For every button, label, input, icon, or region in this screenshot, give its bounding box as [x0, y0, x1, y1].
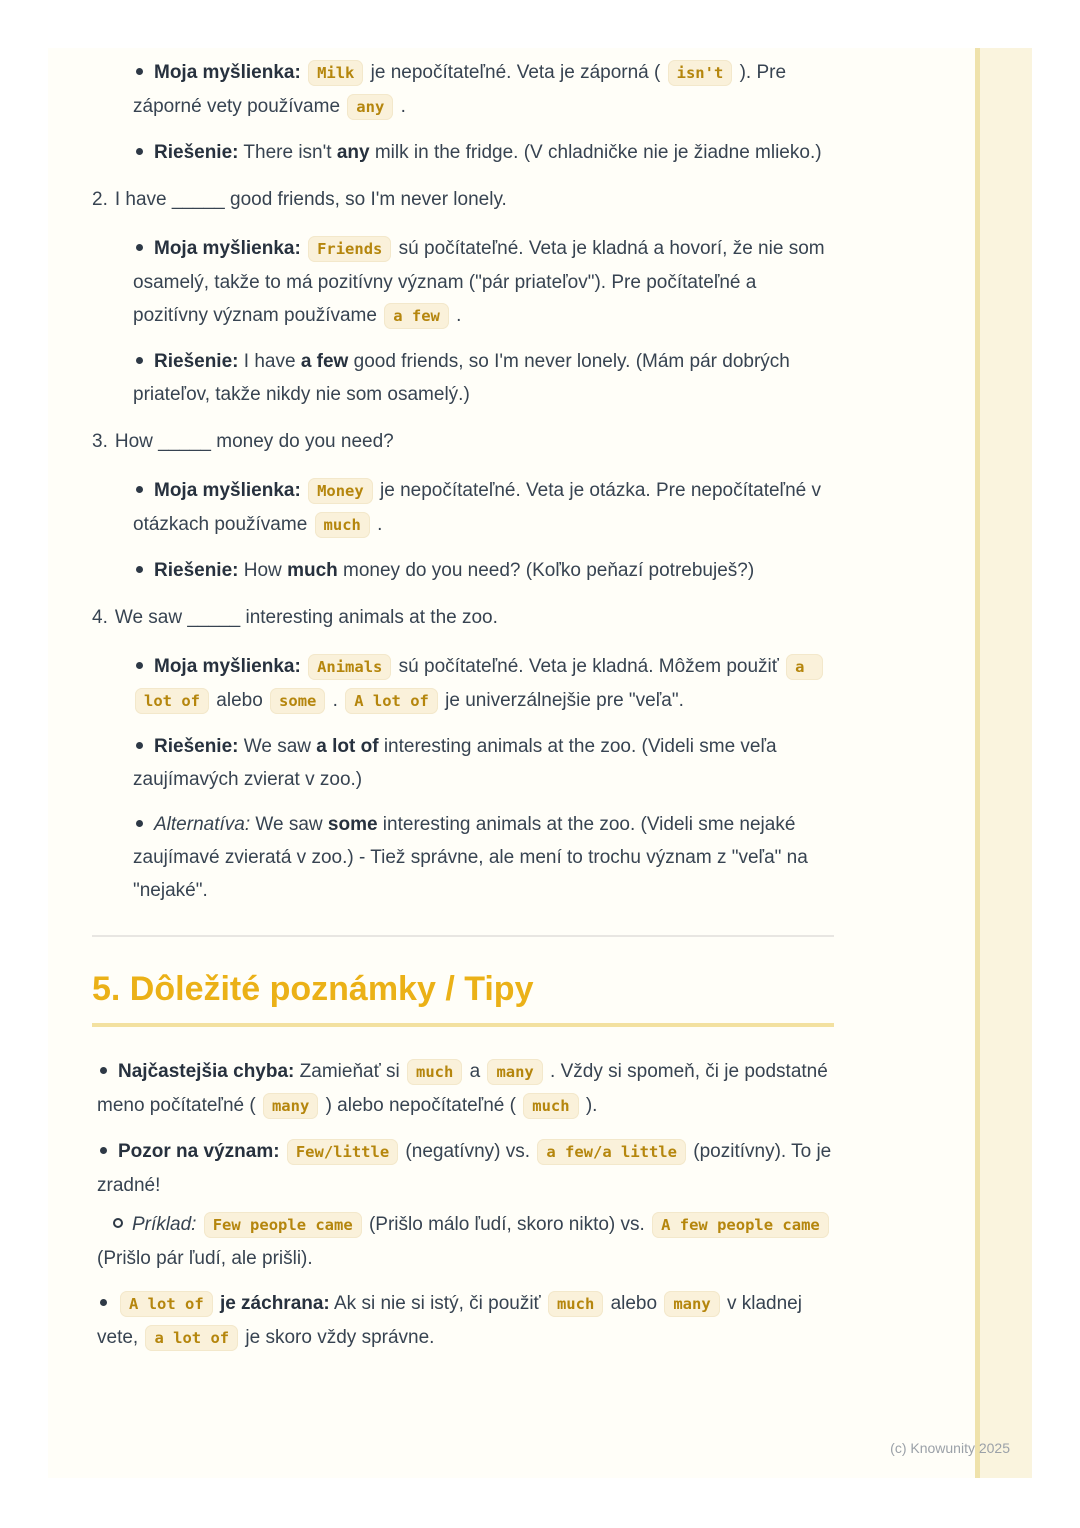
text-segment: good friends, so I'm never lonely. (Mám pár dobrých priateľov, takže nikdy nie som osamelý.) [133, 351, 790, 405]
section-divider [92, 935, 834, 937]
bold-segment: Riešenie: [154, 351, 239, 372]
text-segment: je skoro vždy správne. [240, 1327, 435, 1348]
bold-segment: Riešenie: [154, 560, 239, 581]
exercise-bullet-list [92, 232, 834, 411]
bullet-dot-icon [136, 68, 143, 75]
bullet-item [133, 232, 834, 333]
question-number: 4. [92, 607, 108, 628]
bullet-item [97, 1135, 834, 1202]
code-chip: Milk [308, 60, 363, 86]
text-segment: (Prišlo pár ľudí, ale prišli). [97, 1248, 313, 1269]
bullet-dot-icon [136, 566, 143, 573]
text-segment: We saw [250, 814, 328, 835]
bullet-dot-icon [136, 148, 143, 155]
text-segment: sú počítateľné. Veta je kladná. Môžem použiť [393, 656, 785, 677]
code-chip: a few/a little [537, 1139, 686, 1165]
question-number: 2. [92, 189, 108, 210]
bullet-item [133, 554, 834, 587]
code-chip: Friends [308, 236, 391, 262]
italic-segment: Príklad: [132, 1214, 197, 1235]
text-segment: je nepočítateľné. Veta je záporná ( [365, 62, 666, 83]
text-segment: I have [238, 351, 301, 372]
bullet-dot-icon [136, 244, 143, 251]
bullet-item [97, 1287, 834, 1355]
bullet-item [133, 136, 834, 169]
italic-segment: Alternatíva: [154, 814, 251, 835]
code-chip: much [548, 1291, 603, 1317]
question-text: We saw _____ interesting animals at the zoo. [114, 607, 498, 628]
exercise-item [92, 183, 834, 411]
text-segment: (Prišlo málo ľudí, skoro nikto) vs. [363, 1214, 651, 1235]
text-segment: ). Pre záporné vety používame [133, 62, 787, 117]
bullet-circle-icon [113, 1218, 123, 1228]
question-text: I have _____ good friends, so I'm never lonely. [114, 189, 507, 210]
bold-segment: a lot of [316, 736, 379, 757]
text-segment: je nepočítateľné. Veta je otázka. Pre nepočítateľné v otázkach používame [133, 480, 822, 535]
bold-segment: je záchrana: [219, 1293, 330, 1314]
text-segment: We saw [238, 736, 317, 757]
bold-segment: Moja myšlienka: [154, 62, 301, 83]
text-segment [301, 480, 306, 501]
code-chip: A lot of [120, 1291, 213, 1317]
bold-segment: Najčastejšia chyba: [118, 1061, 295, 1082]
code-chip: many [487, 1059, 542, 1085]
bold-segment: some [327, 814, 378, 835]
bullet-item [97, 1208, 834, 1275]
text-segment [196, 1214, 201, 1235]
text-segment: milk in the fridge. (V chladničke nie je žiadne mlieko.) [369, 142, 822, 163]
bold-segment: much [287, 560, 338, 581]
bullet-item [97, 1055, 834, 1123]
text-segment: alebo [605, 1293, 663, 1314]
exercise-list [92, 183, 834, 907]
bold-segment: Moja myšlienka: [154, 656, 301, 677]
bullet-item [133, 808, 834, 907]
text-segment [301, 656, 306, 677]
bold-segment: a few [300, 351, 349, 372]
section-heading: 5. Dôležité poznámky / Tipy [92, 970, 534, 1008]
code-chip: much [315, 512, 370, 538]
code-chip: Animals [308, 654, 391, 680]
bold-segment: Moja myšlienka: [154, 480, 301, 501]
bullet-item [133, 56, 834, 124]
code-chip: a lot of [135, 654, 823, 714]
text-segment: How [238, 560, 288, 581]
code-chip: isn't [668, 60, 733, 86]
code-chip: much [523, 1093, 578, 1119]
text-segment [301, 62, 306, 83]
exercise-item [92, 425, 834, 587]
exercise-bullet-list [92, 474, 834, 587]
code-chip: some [270, 688, 325, 714]
text-segment: (negatívny) vs. [400, 1141, 536, 1162]
text-segment: interesting animals at the zoo. (Videli sme nejaké zaujímavé zvieratá v zoo.) - Tiež správne, ale mení to trochu význam z "veľa" na "nejaké". [133, 814, 808, 901]
text-segment: alebo [211, 690, 269, 711]
bullet-item [133, 730, 834, 796]
copyright-watermark: (c) Knowunity 2025 [890, 1440, 1010, 1456]
text-segment [301, 238, 306, 259]
bullet-item [133, 650, 834, 718]
code-chip: A lot of [345, 688, 438, 714]
code-chip: Few people came [204, 1212, 362, 1238]
code-chip: Few/little [287, 1139, 398, 1165]
text-segment: Ak si nie si istý, či použiť [329, 1293, 546, 1314]
paper [48, 48, 1032, 1478]
bold-segment: Pozor na význam: [118, 1141, 280, 1162]
text-segment: . [450, 305, 462, 326]
bullet-dot-icon [136, 486, 143, 493]
page-edge-band [975, 48, 1032, 1478]
code-chip: many [664, 1291, 719, 1317]
text-segment: interesting animals at the zoo. (Videli sme veľa zaujímavých zvierat v zoo.) [133, 736, 777, 790]
bullet-dot-icon [100, 1299, 107, 1306]
text-segment: . [327, 690, 344, 711]
bullet-dot-icon [136, 662, 143, 669]
bullet-dot-icon [100, 1067, 107, 1074]
bold-segment: Riešenie: [154, 142, 239, 163]
text-segment: money do you need? (Koľko peňazí potrebuješ?) [337, 560, 755, 581]
text-segment: sú počítateľné. Veta je kladná a hovorí, že nie som osamelý, takže to má pozitívny význam ("pár priateľov"). Pre počítateľné a pozitívny význam používame [133, 238, 825, 326]
item1-bullet-list [92, 56, 834, 169]
text-segment: ) alebo nepočítateľné ( [320, 1095, 522, 1116]
text-segment: Zamieňať si [294, 1061, 405, 1082]
text-segment: je univerzálnejšie pre "veľa". [439, 690, 684, 711]
heading-underline [92, 1023, 834, 1027]
bold-segment: Moja myšlienka: [154, 238, 301, 259]
bullet-dot-icon [136, 820, 143, 827]
bullet-item [133, 345, 834, 411]
bullet-dot-icon [100, 1147, 107, 1154]
content [92, 56, 834, 1367]
exercise-question [92, 183, 834, 216]
bullet-item [133, 474, 834, 542]
code-chip: any [347, 94, 393, 120]
code-chip: many [263, 1093, 318, 1119]
text-segment: a [464, 1061, 486, 1082]
text-segment: . [371, 514, 383, 535]
text-segment: . Vždy si spomeň, či je podstatné meno počítateľné ( [97, 1061, 828, 1116]
exercise-question [92, 601, 834, 634]
code-chip: A few people came [652, 1212, 829, 1238]
bullet-dot-icon [136, 357, 143, 364]
text-segment: (pozitívny). To je zradné! [97, 1141, 832, 1196]
text-segment: . [395, 96, 406, 117]
question-number: 3. [92, 431, 108, 452]
text-segment: There isn't [238, 142, 337, 163]
code-chip: a lot of [145, 1325, 238, 1351]
text-segment: ). [580, 1095, 598, 1116]
exercise-item [92, 601, 834, 907]
code-chip: a few [384, 303, 449, 329]
exercise-bullet-list [92, 650, 834, 907]
code-chip: much [407, 1059, 462, 1085]
text-segment: v kladnej vete, [97, 1293, 802, 1348]
bold-segment: any [336, 142, 370, 163]
code-chip: Money [308, 478, 373, 504]
text-segment [280, 1141, 285, 1162]
question-text: How _____ money do you need? [114, 431, 394, 452]
bullet-dot-icon [136, 742, 143, 749]
tips-list [92, 1055, 834, 1355]
bold-segment: Riešenie: [154, 736, 239, 757]
exercise-question [92, 425, 834, 458]
